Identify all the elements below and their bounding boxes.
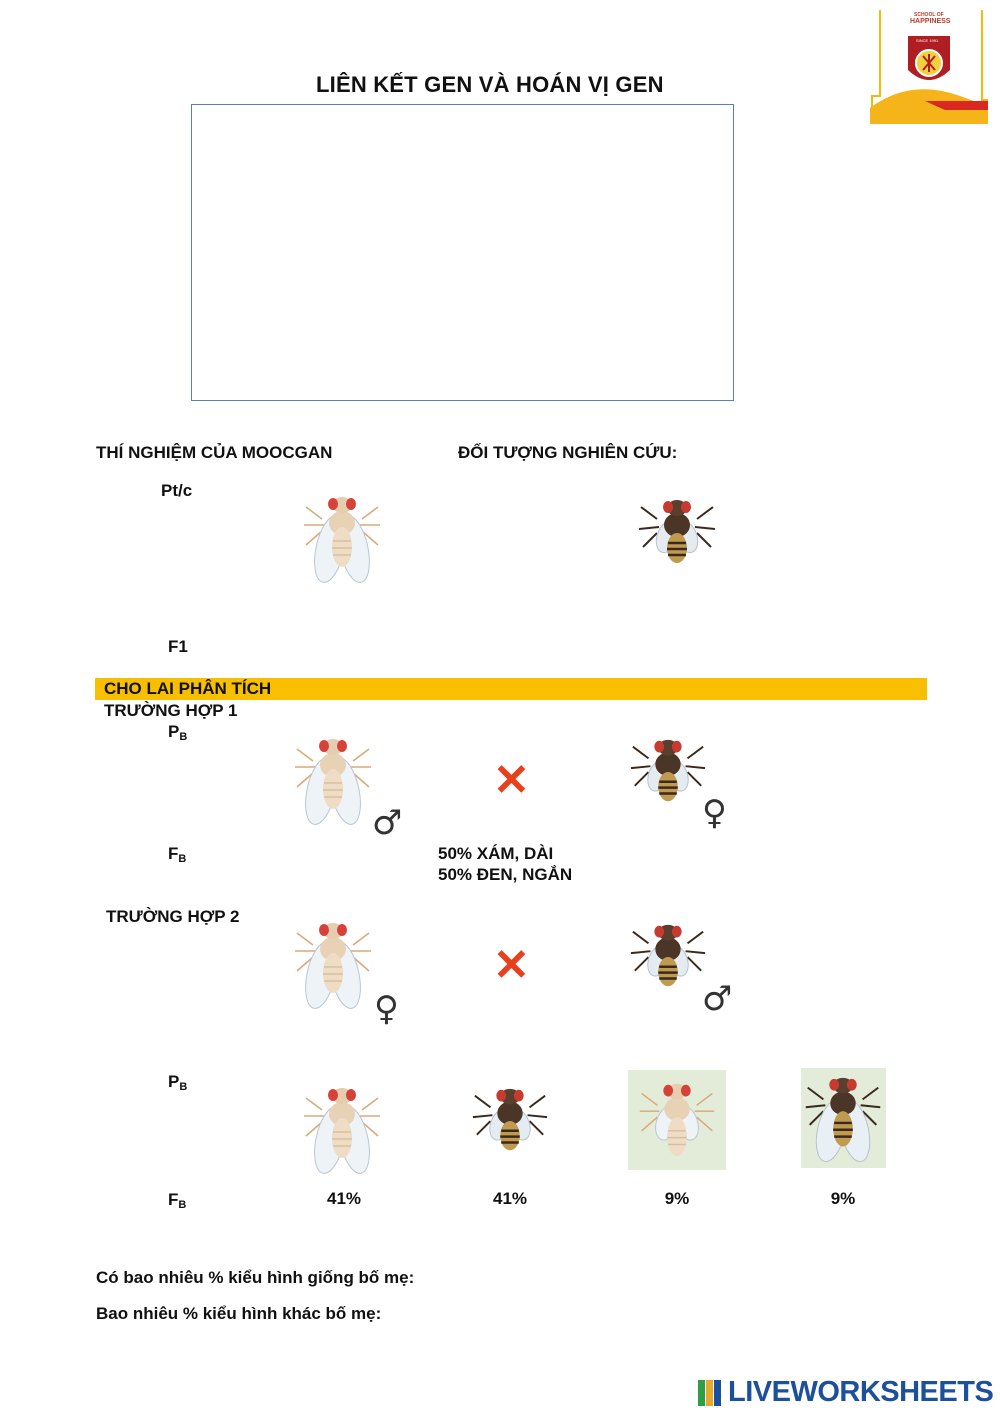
gray-long-wing-fly — [302, 485, 382, 585]
black-short-wing-fly — [628, 733, 708, 813]
case2-heading: TRƯỜNG HỢP 2 — [106, 907, 240, 926]
case1-heading: TRƯỜNG HỢP 1 — [104, 701, 238, 720]
cross-icon: ✕ — [493, 941, 530, 990]
female-symbol: ♀ — [374, 989, 399, 1029]
answer-frame — [191, 104, 734, 401]
black-short-wing-fly — [470, 1082, 550, 1162]
f1-label: F1 — [168, 637, 188, 656]
black-long-wing-fly — [803, 1070, 883, 1168]
school-logo — [870, 8, 988, 124]
male-symbol: ♂ — [702, 979, 733, 1019]
percentage-gray-long: 41% — [326, 1189, 362, 1208]
question-different-from-parents: Bao nhiêu % kiểu hình khác bố mẹ: — [96, 1304, 382, 1323]
gray-long-wing-fly — [293, 911, 373, 1011]
liveworksheets-icon — [698, 1380, 722, 1406]
case1-pb-label: PB — [168, 722, 188, 743]
percentage-black-short: 41% — [492, 1189, 528, 1208]
pt-label: Pt/c — [161, 481, 193, 500]
case1-result-line2: 50% ĐEN, NGẮN — [438, 865, 573, 884]
liveworksheets-logo-text: LIVEWORKSHEETS — [728, 1376, 994, 1408]
gray-short-wing-fly — [637, 1072, 717, 1170]
question-same-as-parents: Có bao nhiêu % kiểu hình giống bố mẹ: — [96, 1268, 415, 1287]
case1-fb-label: FB — [168, 844, 187, 865]
research-object-label: ĐỐI TƯỢNG NGHIÊN CỨU: — [458, 443, 678, 462]
logo-since-text: SINCE 1991 — [916, 38, 939, 43]
case2-fb-label: FB — [168, 1190, 187, 1211]
case1-result-line1: 50% XÁM, DÀI — [438, 844, 554, 863]
testcross-banner — [95, 678, 927, 700]
cross-icon: ✕ — [493, 756, 530, 805]
experiment-label: THÍ NGHIỆM CỦA MOOCGAN — [96, 443, 333, 462]
percentage-black-long: 9% — [830, 1189, 856, 1208]
logo-top-text: SCHOOL OF — [914, 12, 944, 18]
logo-brand-text: HAPPINESS — [910, 18, 951, 25]
black-short-wing-fly — [637, 493, 717, 575]
testcross-banner-text: CHO LAI PHÂN TÍCH — [104, 679, 272, 698]
black-short-wing-fly — [628, 918, 708, 998]
percentage-gray-short: 9% — [664, 1189, 690, 1208]
case2-pb-label: PB — [168, 1072, 188, 1093]
gray-long-wing-fly — [302, 1076, 382, 1176]
gray-long-wing-fly — [293, 727, 373, 827]
female-symbol: ♀ — [702, 793, 727, 833]
male-symbol: ♂ — [372, 803, 403, 843]
page-title: LIÊN KẾT GEN VÀ HOÁN VỊ GEN — [316, 72, 664, 97]
